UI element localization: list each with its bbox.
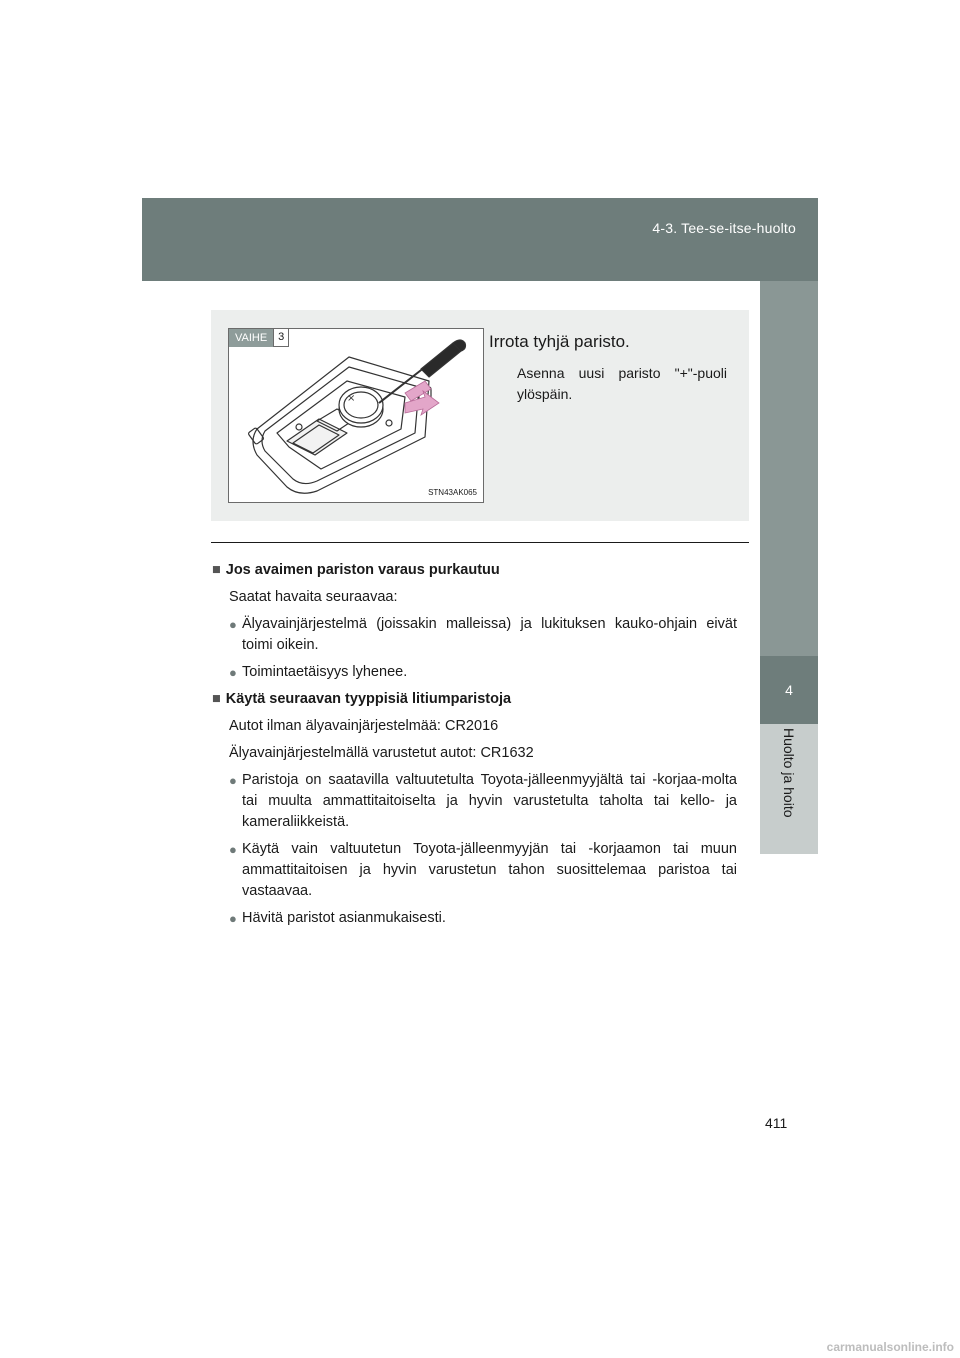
list-item-text: Paristoja on saatavilla valtuutetulta Toyota-jälleenmyyjältä tai -korjaa-molta tai muulta ammattitaitoiselta ja hyvin varustetulta taholta tai kello- ja kameraliikkeistä. [242,772,737,830]
step-badge-number: 3 [273,329,289,347]
circle-bullet-icon: ● [229,773,237,788]
battery-type-line: Älyavainjärjestelmällä varustetut autot: CR1632 [229,745,534,761]
key-illustration [229,329,484,503]
key-battery-figure [228,328,484,503]
heading-text: Jos avaimen pariston varaus purkautuu [225,562,500,578]
list-item-text: Käytä vain valtuutetun Toyota-jälleenmyyjän tai -korjaamon tai muun ammattitaitoisen ja hyvin varustetun tahon suosittelemaa paristoa tai vastaavaa. [242,841,737,899]
circle-bullet-icon: ● [229,665,237,680]
square-bullet-icon: ■ [212,691,221,707]
list-item-text: Älyavainjärjestelmä (joissakin malleissa) ja lukituksen kauko-ohjain eivät toimi oikein. [242,616,737,653]
watermark: carmanualsonline.info [826,1340,954,1354]
notes-content [212,560,737,935]
list-item [212,839,737,902]
list-item [212,614,737,656]
step-badge-label: VAIHE [229,329,273,347]
list-item-text: Toimintaetäisyys lyhenee. [242,664,408,680]
section-divider [211,542,749,543]
section-heading [212,689,737,710]
step-box [211,310,749,521]
circle-bullet-icon: ● [229,842,237,857]
battery-type-line: Autot ilman älyavainjärjestelmää: CR2016 [229,718,499,734]
section-title: 4-3. Tee-se-itse-huolto [652,220,796,236]
step-title: Irrota tyhjä paristo. [489,332,630,351]
square-bullet-icon: ■ [212,562,221,578]
section-intro: Saatat havaita seuraavaa: [229,589,398,605]
svg-text:×: × [347,393,356,404]
page-number: 411 [765,1115,788,1131]
side-tab-upper [760,281,818,656]
circle-bullet-icon: ● [229,617,237,632]
figure-code: STN43AK065 [428,488,477,497]
step-description: Asenna uusi paristo "+"-puoli ylöspäin. [517,365,727,402]
list-item [212,908,737,929]
list-item-text: Hävitä paristot asianmukaisesti. [242,910,446,926]
chapter-number: 4 [760,656,818,724]
heading-text: Käytä seuraavan tyyppisiä litiumparistoja [225,691,512,707]
list-item [212,662,737,683]
chapter-title: Huolto ja hoito [781,728,797,818]
list-item [212,770,737,833]
header-band [142,198,818,281]
section-heading [212,560,737,581]
circle-bullet-icon: ● [229,911,237,926]
